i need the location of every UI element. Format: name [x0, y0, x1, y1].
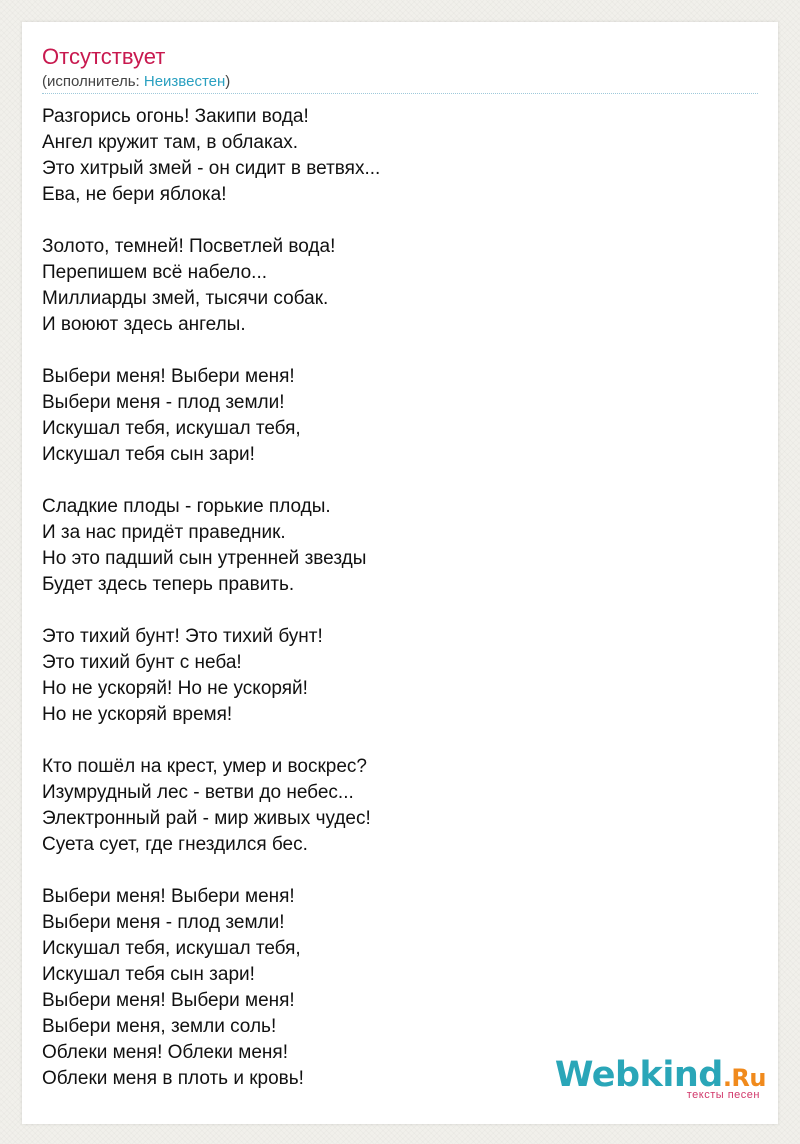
logo-tld: .Ru — [722, 1064, 766, 1092]
lyrics-line: Выбери меня, земли соль! — [42, 1016, 277, 1037]
lyrics-line: Выбери меня - плод земли! — [42, 912, 285, 933]
lyrics-line: Но не ускоряй! Но не ускоряй! — [42, 678, 308, 699]
lyrics-stanza — [42, 624, 758, 728]
lyrics-line: Электронный рай - мир живых чудес! — [42, 808, 371, 829]
lyrics-line: Но это падший сын утренней звезды — [42, 548, 367, 569]
lyrics-line: Разгорись огонь! Закипи вода! — [42, 106, 309, 127]
lyrics-line: Облеки меня! Облеки меня! — [42, 1042, 288, 1063]
lyrics-line: И за нас придёт праведник. — [42, 522, 286, 543]
lyrics-stanza — [42, 754, 758, 858]
lyrics-line: Миллиарды змей, тысячи собак. — [42, 288, 329, 309]
performer-line — [42, 73, 230, 91]
lyrics-line: Это хитрый змей - он сидит в ветвях... — [42, 158, 381, 179]
lyrics-line: Искушал тебя сын зари! — [42, 444, 255, 465]
logo-tagline: тексты песен — [686, 1089, 760, 1101]
lyrics-page — [22, 22, 778, 1124]
lyrics-line: Искушал тебя, искушал тебя, — [42, 418, 301, 439]
lyrics-line: Выбери меня! Выбери меня! — [42, 366, 295, 387]
performer-prefix: (исполнитель: — [42, 73, 144, 90]
lyrics-line: Но не ускоряй время! — [42, 704, 233, 725]
song-title: Отсутствует — [42, 44, 166, 69]
lyrics-line: Ангел кружит там, в облаках. — [42, 132, 299, 153]
lyrics-stanza — [42, 104, 758, 208]
lyrics-line: Выбери меня! Выбери меня! — [42, 990, 295, 1011]
lyrics-line: Золото, темней! Посветлей вода! — [42, 236, 336, 257]
lyrics-line: Будет здесь теперь править. — [42, 574, 295, 595]
site-logo[interactable] — [554, 1054, 766, 1110]
lyrics-stanza — [42, 364, 758, 468]
lyrics-line: Выбери меня! Выбери меня! — [42, 886, 295, 907]
lyrics-line: И воюют здесь ангелы. — [42, 314, 246, 335]
lyrics-line: Искушал тебя сын зари! — [42, 964, 255, 985]
logo-word: Webkind — [554, 1055, 723, 1095]
lyrics-line: Ева, не бери яблока! — [42, 184, 227, 205]
lyrics-stanza — [42, 234, 758, 338]
lyrics-line: Облеки меня в плоть и кровь! — [42, 1068, 304, 1089]
lyrics-line: Сладкие плоды - горькие плоды. — [42, 496, 331, 517]
lyrics-line: Искушал тебя, искушал тебя, — [42, 938, 301, 959]
lyrics-line: Изумрудный лес - ветви до небес... — [42, 782, 354, 803]
lyrics-stanza — [42, 494, 758, 598]
lyrics-line: Это тихий бунт! Это тихий бунт! — [42, 626, 323, 647]
lyrics-line: Перепишем всё набело... — [42, 262, 268, 283]
lyrics-line: Суета сует, где гнездился бес. — [42, 834, 308, 855]
title-divider — [42, 93, 758, 94]
lyrics-line: Выбери меня - плод земли! — [42, 392, 285, 413]
lyrics-line: Кто пошёл на крест, умер и воскрес? — [42, 756, 367, 777]
performer-link[interactable]: Неизвестен — [143, 73, 226, 90]
performer-suffix: ) — [225, 73, 231, 90]
lyrics-body — [42, 104, 758, 1118]
lyrics-line: Это тихий бунт с неба! — [42, 652, 242, 673]
